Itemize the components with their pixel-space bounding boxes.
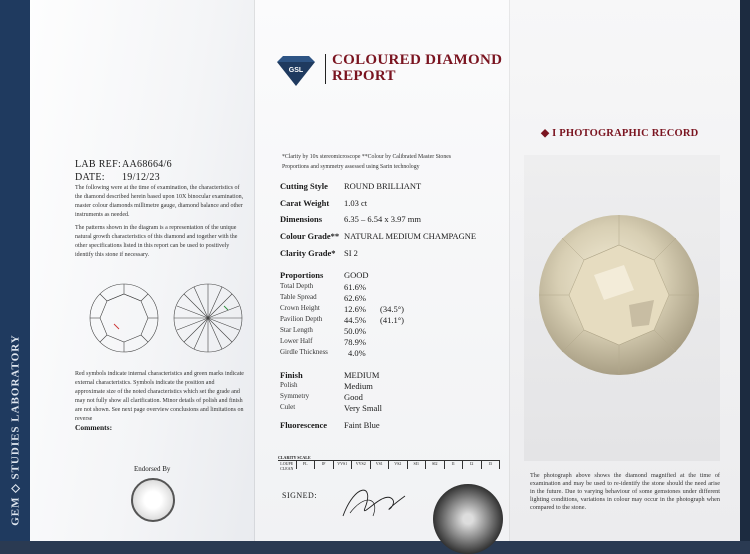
title-divider — [325, 54, 326, 84]
spec-value: 6.35 – 6.54 x 3.97 mm — [344, 214, 421, 224]
spec-label: Colour Grade** — [280, 231, 340, 241]
proportions-value: GOOD — [344, 270, 369, 280]
method-notes — [282, 152, 451, 172]
scale-cell: SI2 — [426, 461, 445, 469]
proportion-value: 44.5% — [344, 315, 366, 325]
signed-label: SIGNED: — [282, 491, 318, 500]
proportion-extra: (41.1°) — [380, 315, 404, 325]
finish-item-value: Very Small — [344, 403, 383, 413]
fluorescence-value: Faint Blue — [344, 420, 380, 430]
photographic-record-title: ◆ I PHOTOGRAPHIC RECORD — [541, 128, 699, 139]
finish-item-value: Medium — [344, 381, 373, 391]
date-label: DATE: — [75, 172, 105, 183]
scale-cell: LOUPE CLEAN — [278, 461, 297, 469]
spec-label: Carat Weight — [280, 198, 330, 208]
finish-label: Finish — [280, 370, 303, 380]
diagram-paragraph: The patterns shown in the diagram is a representation of the unique natural growth characteristics of this diamond and together with the other specifications listed in this report can be used to positively identify this stone if necessary. — [75, 225, 238, 258]
spec-value: SI 2 — [344, 248, 358, 258]
spec-value: 1.03 ct — [344, 198, 368, 208]
proportion-value: 78.9% — [344, 337, 366, 347]
proportion-label: Pavilion Depth — [280, 315, 323, 323]
finish-item-label: Polish — [280, 381, 298, 389]
spec-label: Clarity Grade* — [280, 248, 336, 258]
proportion-value: 62.6% — [344, 293, 366, 303]
signature — [335, 478, 410, 523]
finish-value: MEDIUM — [344, 370, 380, 380]
left-panel — [0, 0, 255, 541]
endorsement-seal — [131, 478, 175, 522]
finish-item-label: Symmetry — [280, 392, 310, 400]
spec-value: NATURAL MEDIUM CHAMPAGNE — [344, 231, 477, 241]
proportion-label: Crown Height — [280, 304, 320, 312]
scale-cell: SI1 — [408, 461, 427, 469]
examination-paragraph: The following were at the time of examination, the characteristics of the diamond described herein based upon 10X binocular examination, master colour diamonds millimetre gauge, diamond balance and other instruments as needed. — [75, 185, 244, 218]
fluorescence-label: Fluorescence — [280, 420, 328, 430]
spec-label: Cutting Style — [280, 181, 328, 191]
scale-cell: VVS2 — [352, 461, 371, 469]
scale-cell: VS1 — [371, 461, 390, 469]
scale-cell: FL — [297, 461, 316, 469]
proportion-label: Star Length — [280, 326, 313, 334]
proportion-value: 12.6% — [344, 304, 366, 314]
proportion-value: 61.6% — [344, 282, 366, 292]
title-line-1: COLOURED DIAMOND — [332, 52, 503, 68]
diamond-stone — [539, 215, 699, 375]
clarity-plot-diagrams — [84, 280, 254, 358]
page-edge — [740, 0, 750, 541]
symbols-paragraph: Red symbols indicate internal characteristics and green marks indicate external characteristics. Symbols indicate the position and approximate size of the noted characteristics which set the grade and may not fully show all clarification. Minor details of polish and finish are not shown. See next page overview conclusions and limitations on reverse — [75, 371, 244, 422]
lab-ref-label: LAB REF: — [75, 159, 122, 170]
comments-label: Comments: — [75, 423, 113, 432]
photo-caption: The photograph above shows the diamond magnified at the time of examination and may be used to re-identify the stone should the need arise in the future. Due to varying behaviour of some gemstones under different lighting conditions, variations in colour may occur in the photograph when compared to the stone. — [530, 472, 720, 511]
finish-item-value: Good — [344, 392, 363, 402]
lab-strip-label: GEM ◇ STUDIES LABORATORY — [9, 334, 22, 526]
diamond-photo — [524, 155, 720, 461]
spec-label: Dimensions — [280, 214, 323, 224]
proportion-label: Girdle Thickness — [280, 348, 328, 356]
lab-ref-value: AA68664/6 — [122, 159, 172, 170]
proportions-label: Proportions — [280, 270, 324, 280]
gsl-diamond-icon — [277, 56, 315, 86]
clarity-scale-label: CLARITY SCALE — [278, 455, 311, 460]
clarity-scale-cells — [278, 461, 500, 469]
report-meta — [75, 158, 172, 184]
title-line-2: REPORT — [332, 68, 396, 84]
gsl-logo — [273, 54, 319, 88]
date-value: 19/12/23 — [122, 172, 160, 183]
scale-cell: IF — [315, 461, 334, 469]
proportion-label: Table Spread — [280, 293, 317, 301]
scale-cell: I1 — [445, 461, 464, 469]
crown-diagram — [90, 284, 158, 352]
logo-text: GSL — [288, 67, 304, 74]
scale-cell: I3 — [482, 461, 501, 469]
finish-item-label: Culet — [280, 403, 296, 411]
lab-strip — [0, 0, 30, 541]
proportion-label: Total Depth — [280, 282, 314, 290]
spec-value: ROUND BRILLIANT — [344, 181, 422, 191]
endorsed-label: Endorsed By — [134, 465, 171, 473]
report-title — [332, 52, 502, 84]
proportion-value: 4.0% — [348, 348, 366, 358]
pavilion-diagram — [174, 284, 242, 352]
scale-cell: VVS1 — [334, 461, 353, 469]
proportion-extra: (34.5°) — [380, 304, 404, 314]
hologram-seal — [433, 484, 503, 554]
scale-cell: I2 — [463, 461, 482, 469]
note-2: Proportions and symmetry assessed using Sarin technology — [282, 164, 420, 170]
proportion-label: Lower Half — [280, 337, 313, 345]
scale-cell: VS2 — [389, 461, 408, 469]
note-1: *Clarity by 10x stereomicroscope **Colour by Calibrated Master Stones — [282, 154, 452, 160]
proportion-value: 50.0% — [344, 326, 366, 336]
